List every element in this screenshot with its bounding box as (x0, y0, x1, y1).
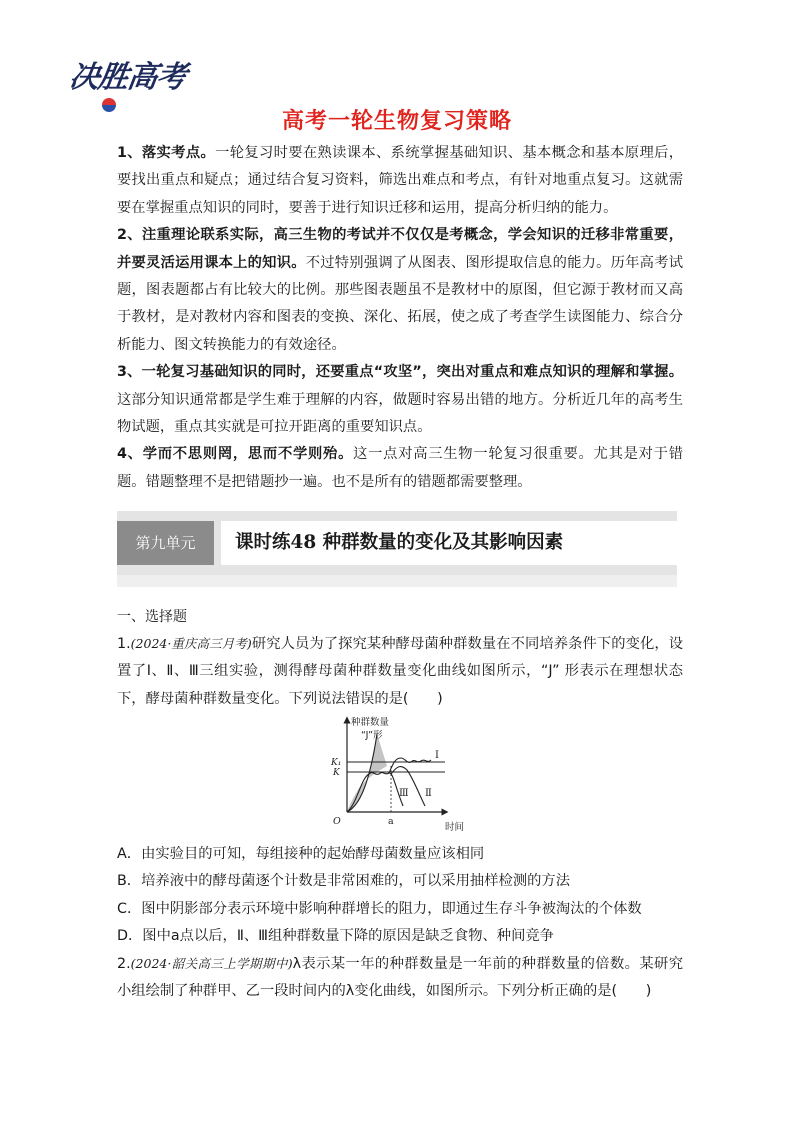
question-number: 2. (117, 956, 131, 972)
page-title: 高考一轮生物复习策略 (281, 109, 512, 134)
question-text: λ表示某一年的种群数量是一年前的种群数量的倍数。某研究小组绘制了种群甲、乙一段时间内的λ变化曲线，如图所示。下列分析正确的是( ) (117, 956, 683, 1000)
curve-i-line (389, 758, 431, 773)
strategy-item-heading: 1、落实考点。 (117, 145, 216, 161)
strategy-item (117, 140, 683, 222)
question-number: 1. (117, 636, 131, 652)
curve-iii-label: Ⅲ (399, 788, 409, 799)
section-heading: 一、选择题 (117, 609, 187, 625)
option-b: B．培养液中的酵母菌逐个计数是非常困难的，可以采用抽样检测的方法 (117, 873, 571, 890)
strategy-item-text: 一轮复习时要在熟读课本、系统掌握基础知识、基本概念和基本原理后，要找出重点和疑点；通过结合复习资料，筛选出难点和考点，有针对地重点复习。这就需要在掌握重点知识的同时，要善于进行知识迁移和运用，提高分析归纳的能力。 (117, 145, 684, 216)
lesson-banner (117, 511, 677, 587)
unit-label: 第九单元 (117, 521, 214, 565)
curve-iii-line (347, 773, 403, 812)
question-1 (117, 630, 683, 713)
option-c: C．图中阴影部分表示环境中影响种群增长的阻力，即通过生存斗争被淘汰的个体数 (117, 900, 642, 917)
origin-label: O (333, 816, 341, 827)
curve-ii-label: Ⅱ (425, 788, 432, 799)
banner-strip (117, 575, 677, 587)
strategy-item-heading: 3、一轮复习基础知识的同时，还要重点“攻坚”，突出对重点和难点知识的理解和掌握。 (117, 364, 683, 381)
logo-text: 决胜高考 (67, 60, 188, 95)
y-axis-label: 种群数量 (351, 717, 390, 728)
population-chart (325, 714, 475, 838)
option-a: A．由实验目的可知，每组接种的起始酵母菌数量应该相同 (117, 846, 485, 862)
x-tick-a: a (388, 816, 394, 827)
y-tick-k1: K₁ (331, 758, 342, 768)
strategy-list (117, 140, 683, 496)
strategy-item-heading: 2、注重理论联系实际，高三生物的考试并不仅仅是考概念，学会知识的迁移非常重要，并要灵活运用课本上的知识。 (117, 227, 683, 271)
x-axis-label: 时间 (445, 822, 465, 833)
y-tick-k: K (333, 768, 340, 778)
strategy-item-text: 不过特别强调了从图表、图形提取信息的能力。历年高考试题，图表题都占有比较大的比例。那些图表题虽不是教材中的原图，但它源于教材而又高于教材，是对教材内容和图表的变换、深化、拓展，使之成了考查学生读图能力、综合分析能力、图文转换能力的有效途径。 (117, 254, 684, 353)
question-source: (2024·重庆高三月考) (130, 636, 252, 651)
strategy-item (117, 359, 683, 441)
curve-i-label: Ⅰ (435, 750, 439, 761)
strategy-item-text: 这部分知识通常都是学生难于理解的内容，做题时容易出错的地方。分析近几年的高考生物试题，重点其实就是可拉开距离的重要知识点。 (117, 391, 683, 436)
strategy-item-heading: 4、学而不思则罔，思而不学则殆。 (117, 446, 354, 463)
lesson-title: 课时练48 种群数量的变化及其影响因素 (221, 521, 677, 565)
j-curve-label: “J”形 (361, 730, 383, 741)
question-text: 研究人员为了探究某种酵母菌种群数量在不同培养条件下的变化，设置了Ⅰ、Ⅱ、Ⅲ三组实验，测得酵母菌种群数量变化曲线如图所示，“J” 形表示在理想状态下，酵母菌种群数量变化。下列说法错误的是( ) (117, 636, 683, 707)
strategy-item-text: 这一点对高三生物一轮复习很重要。尤其是对于错题。错题整理不是把错题抄一遍。也不是所有的错题都需要整理。 (117, 446, 683, 490)
options-list (117, 841, 683, 951)
question-2 (117, 950, 683, 1006)
question-source: (2024·韶关高三上学期期中) (130, 956, 293, 971)
strategy-item (117, 441, 683, 496)
strategy-item (117, 222, 683, 359)
option-d: D．图中a点以后，Ⅱ、Ⅲ组种群数量下降的原因是缺乏食物、种间竞争 (117, 928, 554, 945)
